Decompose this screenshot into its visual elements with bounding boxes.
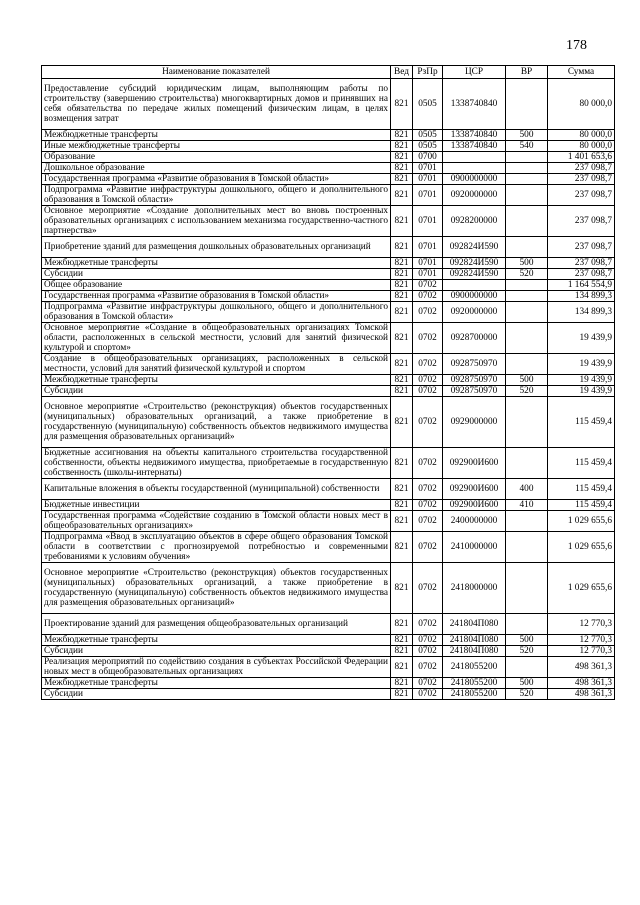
cell-rzpr: 0702 bbox=[413, 386, 443, 397]
cell-name: Образование bbox=[42, 152, 391, 163]
header-name: Наименование показателей bbox=[42, 66, 391, 79]
cell-csr bbox=[443, 280, 506, 291]
cell-ved: 821 bbox=[391, 614, 413, 635]
cell-name: Субсидии bbox=[42, 646, 391, 657]
table-row bbox=[42, 532, 615, 563]
table-row bbox=[42, 375, 615, 386]
table-row bbox=[42, 511, 615, 532]
cell-vr bbox=[506, 152, 548, 163]
cell-rzpr: 0702 bbox=[413, 657, 443, 678]
cell-sum: 134 899,3 bbox=[548, 302, 615, 323]
table-row bbox=[42, 258, 615, 269]
cell-ved: 821 bbox=[391, 375, 413, 386]
cell-name: Межбюджетные трансферты bbox=[42, 130, 391, 141]
header-ved: Вед bbox=[391, 66, 413, 79]
table-row bbox=[42, 386, 615, 397]
cell-ved: 821 bbox=[391, 130, 413, 141]
cell-ved: 821 bbox=[391, 291, 413, 302]
cell-sum: 80 000,0 bbox=[548, 79, 615, 130]
cell-rzpr: 0702 bbox=[413, 280, 443, 291]
cell-csr: 0920000000 bbox=[443, 302, 506, 323]
cell-sum: 19 439,9 bbox=[548, 375, 615, 386]
cell-sum: 1 029 655,6 bbox=[548, 511, 615, 532]
cell-csr: 2418055200 bbox=[443, 657, 506, 678]
cell-name: Основное мероприятие «Создание в общеобразовательных организациях Томской области, расположенных в сельской местности, условий для занятий физической культурой и спортом» bbox=[42, 323, 391, 354]
cell-ved: 821 bbox=[391, 689, 413, 700]
cell-rzpr: 0701 bbox=[413, 174, 443, 185]
cell-csr: 092824И590 bbox=[443, 269, 506, 280]
cell-rzpr: 0702 bbox=[413, 302, 443, 323]
cell-ved: 821 bbox=[391, 302, 413, 323]
cell-csr: 1338740840 bbox=[443, 79, 506, 130]
cell-sum: 237 098,7 bbox=[548, 258, 615, 269]
cell-sum: 19 439,9 bbox=[548, 323, 615, 354]
cell-vr: 500 bbox=[506, 375, 548, 386]
cell-ved: 821 bbox=[391, 678, 413, 689]
cell-sum: 115 459,4 bbox=[548, 479, 615, 500]
cell-name: Дошкольное образование bbox=[42, 163, 391, 174]
cell-name: Подпрограмма «Развитие инфраструктуры дошкольного, общего и дополнительного образования в Томской области» bbox=[42, 185, 391, 206]
cell-sum: 237 098,7 bbox=[548, 206, 615, 237]
cell-ved: 821 bbox=[391, 141, 413, 152]
cell-name: Бюджетные ассигнования на объекты капитального строительства государственной собственности, объекты недвижимого имущества, приобретаемые в государственную собственность (школы-интернаты) bbox=[42, 448, 391, 479]
cell-rzpr: 0702 bbox=[413, 291, 443, 302]
cell-ved: 821 bbox=[391, 174, 413, 185]
cell-ved: 821 bbox=[391, 152, 413, 163]
cell-rzpr: 0702 bbox=[413, 397, 443, 448]
cell-name: Субсидии bbox=[42, 386, 391, 397]
cell-sum: 19 439,9 bbox=[548, 354, 615, 375]
cell-vr bbox=[506, 354, 548, 375]
cell-rzpr: 0702 bbox=[413, 479, 443, 500]
cell-rzpr: 0505 bbox=[413, 130, 443, 141]
cell-rzpr: 0701 bbox=[413, 185, 443, 206]
cell-csr: 0900000000 bbox=[443, 174, 506, 185]
cell-rzpr: 0701 bbox=[413, 269, 443, 280]
cell-csr: 2410000000 bbox=[443, 532, 506, 563]
cell-ved: 821 bbox=[391, 386, 413, 397]
table-row bbox=[42, 354, 615, 375]
cell-ved: 821 bbox=[391, 185, 413, 206]
header-csr: ЦСР bbox=[443, 66, 506, 79]
cell-ved: 821 bbox=[391, 397, 413, 448]
cell-ved: 821 bbox=[391, 79, 413, 130]
cell-vr bbox=[506, 511, 548, 532]
cell-vr: 520 bbox=[506, 269, 548, 280]
cell-ved: 821 bbox=[391, 511, 413, 532]
cell-csr: 0920000000 bbox=[443, 185, 506, 206]
cell-sum: 115 459,4 bbox=[548, 448, 615, 479]
cell-csr: 0928200000 bbox=[443, 206, 506, 237]
cell-name: Капитальные вложения в объекты государственной (муниципальной) собственности bbox=[42, 479, 391, 500]
cell-vr bbox=[506, 448, 548, 479]
cell-csr: 1338740840 bbox=[443, 141, 506, 152]
cell-vr bbox=[506, 291, 548, 302]
cell-rzpr: 0701 bbox=[413, 163, 443, 174]
table-row bbox=[42, 174, 615, 185]
table-header-row bbox=[42, 66, 615, 79]
cell-sum: 80 000,0 bbox=[548, 130, 615, 141]
cell-vr: 500 bbox=[506, 130, 548, 141]
table-row bbox=[42, 206, 615, 237]
cell-rzpr: 0702 bbox=[413, 614, 443, 635]
table-row bbox=[42, 79, 615, 130]
cell-sum: 1 401 653,6 bbox=[548, 152, 615, 163]
cell-sum: 1 164 554,9 bbox=[548, 280, 615, 291]
cell-ved: 821 bbox=[391, 258, 413, 269]
cell-csr: 241804П080 bbox=[443, 646, 506, 657]
cell-name: Межбюджетные трансферты bbox=[42, 678, 391, 689]
cell-csr: 241804П080 bbox=[443, 635, 506, 646]
table-row bbox=[42, 563, 615, 614]
table-row bbox=[42, 646, 615, 657]
cell-rzpr: 0702 bbox=[413, 532, 443, 563]
cell-csr: 092900И600 bbox=[443, 448, 506, 479]
cell-sum: 12 770,3 bbox=[548, 614, 615, 635]
table-row bbox=[42, 635, 615, 646]
cell-ved: 821 bbox=[391, 479, 413, 500]
table-row bbox=[42, 657, 615, 678]
cell-vr bbox=[506, 323, 548, 354]
cell-csr: 1338740840 bbox=[443, 130, 506, 141]
table-row bbox=[42, 614, 615, 635]
cell-ved: 821 bbox=[391, 206, 413, 237]
cell-name: Подпрограмма «Ввод в эксплуатацию объектов в сфере общего образования Томской области в соответствии с прогнозируемой потребностью и современными требованиями к условиям обучения» bbox=[42, 532, 391, 563]
table-row bbox=[42, 280, 615, 291]
cell-ved: 821 bbox=[391, 635, 413, 646]
cell-ved: 821 bbox=[391, 280, 413, 291]
cell-sum: 237 098,7 bbox=[548, 237, 615, 258]
table-row bbox=[42, 678, 615, 689]
cell-csr: 092824И590 bbox=[443, 258, 506, 269]
table-row bbox=[42, 163, 615, 174]
table-row bbox=[42, 323, 615, 354]
cell-vr: 410 bbox=[506, 500, 548, 511]
cell-name: Подпрограмма «Развитие инфраструктуры дошкольного, общего и дополнительного образования в Томской области» bbox=[42, 302, 391, 323]
header-rzpr: РзПр bbox=[413, 66, 443, 79]
cell-sum: 237 098,7 bbox=[548, 269, 615, 280]
cell-vr bbox=[506, 563, 548, 614]
cell-rzpr: 0702 bbox=[413, 500, 443, 511]
table-row bbox=[42, 237, 615, 258]
table-row bbox=[42, 302, 615, 323]
cell-vr: 400 bbox=[506, 479, 548, 500]
cell-vr: 520 bbox=[506, 386, 548, 397]
header-vr: ВР bbox=[506, 66, 548, 79]
cell-csr: 092824И590 bbox=[443, 237, 506, 258]
cell-csr: 0928750970 bbox=[443, 375, 506, 386]
cell-ved: 821 bbox=[391, 563, 413, 614]
cell-name: Межбюджетные трансферты bbox=[42, 258, 391, 269]
cell-ved: 821 bbox=[391, 532, 413, 563]
cell-name: Общее образование bbox=[42, 280, 391, 291]
cell-rzpr: 0702 bbox=[413, 323, 443, 354]
cell-rzpr: 0702 bbox=[413, 635, 443, 646]
cell-rzpr: 0701 bbox=[413, 237, 443, 258]
cell-name: Предоставление субсидий юридическим лицам, выполняющим работы по строительству (завершению строительства) многоквартирных домов и принявших на себя обязательства по передаче жилых помещений физическим лицам, в целях возмещения затрат bbox=[42, 79, 391, 130]
cell-sum: 115 459,4 bbox=[548, 397, 615, 448]
cell-csr: 241804П080 bbox=[443, 614, 506, 635]
table-row bbox=[42, 397, 615, 448]
cell-name: Иные межбюджетные трансферты bbox=[42, 141, 391, 152]
table-row bbox=[42, 500, 615, 511]
cell-ved: 821 bbox=[391, 657, 413, 678]
cell-name: Государственная программа «Развитие образования в Томской области» bbox=[42, 291, 391, 302]
cell-vr: 500 bbox=[506, 635, 548, 646]
table-row bbox=[42, 689, 615, 700]
table-row bbox=[42, 479, 615, 500]
cell-sum: 80 000,0 bbox=[548, 141, 615, 152]
cell-rzpr: 0702 bbox=[413, 448, 443, 479]
cell-csr: 092900И600 bbox=[443, 500, 506, 511]
cell-name: Приобретение зданий для размещения дошкольных образовательных организаций bbox=[42, 237, 391, 258]
cell-ved: 821 bbox=[391, 448, 413, 479]
cell-vr bbox=[506, 79, 548, 130]
cell-rzpr: 0702 bbox=[413, 563, 443, 614]
cell-sum: 12 770,3 bbox=[548, 635, 615, 646]
cell-name: Основное мероприятие «Строительство (реконструкция) объектов государственных (муниципальных) образовательных организаций, а также приобретение в государственную (муниципальную) собственность объектов недвижимого имущества для размещения образовательных организаций» bbox=[42, 397, 391, 448]
cell-csr bbox=[443, 163, 506, 174]
table-row bbox=[42, 291, 615, 302]
page-number: 178 bbox=[566, 38, 587, 53]
cell-csr: 0928750970 bbox=[443, 354, 506, 375]
cell-vr bbox=[506, 657, 548, 678]
table-row bbox=[42, 130, 615, 141]
cell-rzpr: 0701 bbox=[413, 206, 443, 237]
cell-csr: 092900И600 bbox=[443, 479, 506, 500]
cell-rzpr: 0701 bbox=[413, 258, 443, 269]
cell-sum: 12 770,3 bbox=[548, 646, 615, 657]
cell-sum: 498 361,3 bbox=[548, 689, 615, 700]
cell-name: Государственная программа «Содействие созданию в Томской области новых мест в общеобразовательных организациях» bbox=[42, 511, 391, 532]
cell-vr bbox=[506, 206, 548, 237]
cell-vr: 500 bbox=[506, 258, 548, 269]
cell-sum: 1 029 655,6 bbox=[548, 563, 615, 614]
cell-ved: 821 bbox=[391, 354, 413, 375]
cell-vr bbox=[506, 397, 548, 448]
cell-ved: 821 bbox=[391, 237, 413, 258]
cell-csr: 2418055200 bbox=[443, 689, 506, 700]
cell-rzpr: 0702 bbox=[413, 511, 443, 532]
cell-rzpr: 0702 bbox=[413, 646, 443, 657]
cell-name: Бюджетные инвестиции bbox=[42, 500, 391, 511]
cell-sum: 498 361,3 bbox=[548, 657, 615, 678]
cell-vr bbox=[506, 280, 548, 291]
cell-csr: 0929000000 bbox=[443, 397, 506, 448]
cell-vr: 500 bbox=[506, 678, 548, 689]
cell-name: Проектирование зданий для размещения общеобразовательных организаций bbox=[42, 614, 391, 635]
cell-vr bbox=[506, 237, 548, 258]
cell-ved: 821 bbox=[391, 269, 413, 280]
table-row bbox=[42, 152, 615, 163]
cell-rzpr: 0700 bbox=[413, 152, 443, 163]
cell-vr bbox=[506, 174, 548, 185]
cell-sum: 237 098,7 bbox=[548, 185, 615, 206]
cell-ved: 821 bbox=[391, 646, 413, 657]
cell-vr bbox=[506, 302, 548, 323]
cell-name: Основное мероприятие «Создание дополнительных мест во вновь построенных образовательных организациях с использованием механизма государственно-частного партнерства» bbox=[42, 206, 391, 237]
cell-vr bbox=[506, 532, 548, 563]
cell-csr: 2418000000 bbox=[443, 563, 506, 614]
cell-vr: 520 bbox=[506, 689, 548, 700]
cell-vr: 540 bbox=[506, 141, 548, 152]
cell-ved: 821 bbox=[391, 500, 413, 511]
header-sum: Сумма bbox=[548, 66, 615, 79]
cell-sum: 115 459,4 bbox=[548, 500, 615, 511]
cell-rzpr: 0505 bbox=[413, 141, 443, 152]
table-row bbox=[42, 448, 615, 479]
cell-name: Межбюджетные трансферты bbox=[42, 375, 391, 386]
cell-ved: 821 bbox=[391, 323, 413, 354]
table-row bbox=[42, 185, 615, 206]
cell-rzpr: 0702 bbox=[413, 375, 443, 386]
cell-ved: 821 bbox=[391, 163, 413, 174]
cell-vr bbox=[506, 163, 548, 174]
cell-vr bbox=[506, 614, 548, 635]
cell-csr: 0928700000 bbox=[443, 323, 506, 354]
cell-csr: 0900000000 bbox=[443, 291, 506, 302]
cell-name: Реализация мероприятий по содействию создания в субъектах Российской Федерации новых мест в общеобразовательных организациях bbox=[42, 657, 391, 678]
cell-rzpr: 0505 bbox=[413, 79, 443, 130]
cell-rzpr: 0702 bbox=[413, 354, 443, 375]
cell-rzpr: 0702 bbox=[413, 678, 443, 689]
cell-name: Межбюджетные трансферты bbox=[42, 635, 391, 646]
cell-sum: 237 098,7 bbox=[548, 163, 615, 174]
cell-sum: 19 439,9 bbox=[548, 386, 615, 397]
cell-name: Государственная программа «Развитие образования в Томской области» bbox=[42, 174, 391, 185]
cell-sum: 134 899,3 bbox=[548, 291, 615, 302]
cell-name: Субсидии bbox=[42, 269, 391, 280]
cell-vr bbox=[506, 185, 548, 206]
cell-rzpr: 0702 bbox=[413, 689, 443, 700]
cell-name: Субсидии bbox=[42, 689, 391, 700]
cell-csr bbox=[443, 152, 506, 163]
cell-name: Основное мероприятие «Строительство (реконструкция) объектов государственных (муниципальных) образовательных организаций, а также приобретение в государственную (муниципальную) собственность объектов недвижимого имущества для размещения образовательных организаций» bbox=[42, 563, 391, 614]
cell-csr: 2400000000 bbox=[443, 511, 506, 532]
table-row bbox=[42, 141, 615, 152]
budget-table bbox=[41, 65, 615, 700]
cell-vr: 520 bbox=[506, 646, 548, 657]
cell-name: Создание в общеобразовательных организациях, расположенных в сельской местности, условий для занятий физической культурой и спортом bbox=[42, 354, 391, 375]
cell-sum: 237 098,7 bbox=[548, 174, 615, 185]
cell-csr: 2418055200 bbox=[443, 678, 506, 689]
cell-sum: 1 029 655,6 bbox=[548, 532, 615, 563]
cell-csr: 0928750970 bbox=[443, 386, 506, 397]
cell-sum: 498 361,3 bbox=[548, 678, 615, 689]
table-row bbox=[42, 269, 615, 280]
